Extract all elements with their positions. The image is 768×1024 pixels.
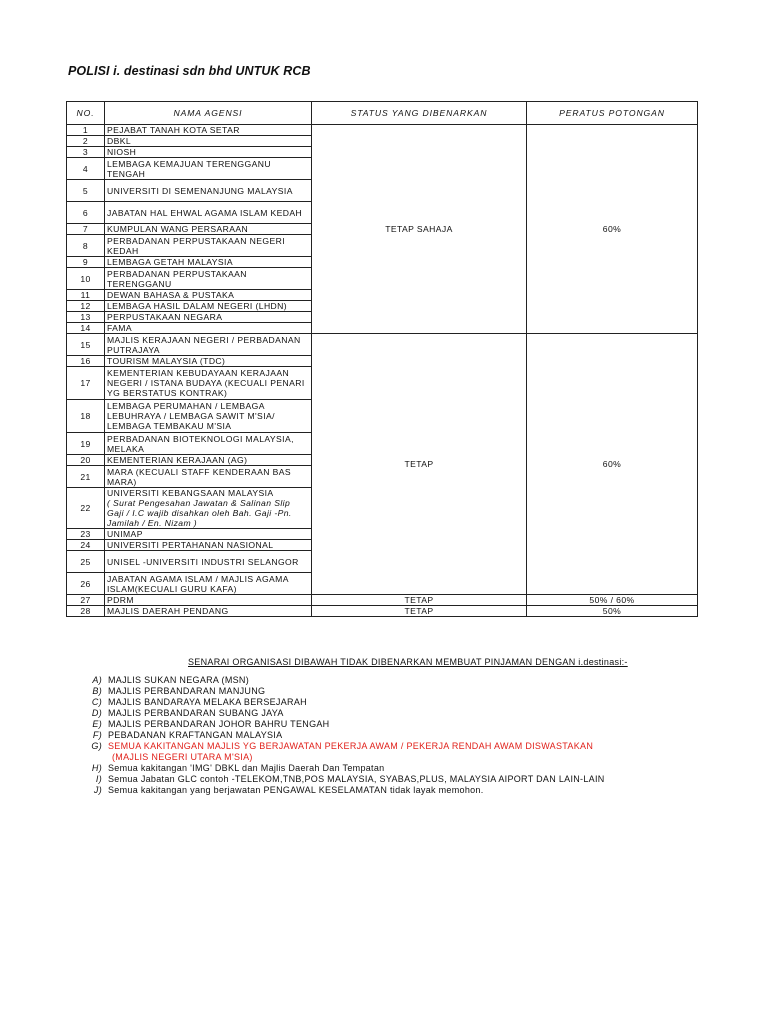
agency-name-cell xyxy=(105,301,312,312)
agency-name-cell xyxy=(105,125,312,136)
agency-name: UNIVERSITI KEBANGSAAN MALAYSIA xyxy=(107,488,274,498)
agency-name-cell xyxy=(105,323,312,334)
agency-name: PERPUSTAKAAN NEGARA xyxy=(107,312,223,322)
note-item xyxy=(86,719,706,730)
row-number: 1 xyxy=(67,125,105,136)
agency-name-cell xyxy=(105,400,312,433)
table-row xyxy=(67,595,698,606)
agency-name: MARA (KECUALI STAFF KENDERAAN BAS MARA) xyxy=(107,466,291,487)
agency-note: ( Surat Pengesahan Jawatan & Salinan Slip Gaji / I.C wajib disahkan oleh Bah. Gaji -Pn. Jamilah / En. Nizam ) xyxy=(107,498,292,528)
note-item xyxy=(86,708,706,719)
table-header-row xyxy=(67,102,698,125)
agency-name-cell xyxy=(105,529,312,540)
table-row xyxy=(67,334,698,356)
note-main-text: MAJLIS PERBANDARAN MANJUNG xyxy=(108,686,266,696)
note-main-text: PEBADANAN KRAFTANGAN MALAYSIA xyxy=(108,730,283,740)
agency-name: FAMA xyxy=(107,323,132,333)
note-text xyxy=(108,730,282,741)
agency-name-cell xyxy=(105,257,312,268)
agency-name: KEMENTERIAN KERAJAAN (AG) xyxy=(107,455,248,465)
row-number: 24 xyxy=(67,540,105,551)
restricted-organisations xyxy=(86,657,706,796)
note-item xyxy=(86,741,706,763)
row-number: 20 xyxy=(67,455,105,466)
note-key: C) xyxy=(91,697,102,707)
agency-name-cell xyxy=(105,147,312,158)
status-cell: TETAP xyxy=(312,606,527,617)
note-main-text: MAJLIS PERBANDARAN SUBANG JAYA xyxy=(108,708,284,718)
header-percent: PERATUS POTONGAN xyxy=(527,102,698,125)
note-text xyxy=(108,675,249,686)
note-item xyxy=(86,675,706,686)
agency-name-cell xyxy=(105,367,312,400)
table-row xyxy=(67,606,698,617)
note-key: F) xyxy=(92,730,102,740)
note-item xyxy=(86,774,706,785)
row-number: 6 xyxy=(67,202,105,224)
agency-table xyxy=(66,101,698,617)
status-cell: TETAP xyxy=(312,595,527,606)
status-cell: TETAP SAHAJA xyxy=(312,125,527,334)
agency-name: TOURISM MALAYSIA (TDC) xyxy=(107,356,226,366)
row-number: 8 xyxy=(67,235,105,257)
note-main-text: SEMUA KAKITANGAN MAJLIS YG BERJAWATAN PEKERJA AWAM / PEKERJA RENDAH AWAM DISWASTAKAN xyxy=(108,741,594,751)
agency-name: PERBADANAN PERPUSTAKAAN TERENGGANU xyxy=(107,268,247,289)
agency-name-cell xyxy=(105,334,312,356)
agency-name: LEMBAGA GETAH MALAYSIA xyxy=(107,257,233,267)
notes-list xyxy=(86,675,706,796)
row-number: 26 xyxy=(67,573,105,595)
agency-name-cell xyxy=(105,268,312,290)
row-number: 18 xyxy=(67,400,105,433)
row-number: 28 xyxy=(67,606,105,617)
agency-name: LEMBAGA PERUMAHAN / LEMBAGA LEBUHRAYA / LEMBAGA SAWIT M'SIA/ LEMBAGA TEMBAKAU M'SIA xyxy=(107,401,275,431)
row-number: 17 xyxy=(67,367,105,400)
agency-name-cell xyxy=(105,573,312,595)
note-item xyxy=(86,763,706,774)
note-main-text: Semua Jabatan GLC contoh -TELEKOM,TNB,POS MALAYSIA, SYABAS,PLUS, MALAYSIA AIPORT DAN LAIN-LAIN xyxy=(108,774,605,784)
note-text xyxy=(108,774,605,785)
agency-name: JABATAN HAL EHWAL AGAMA ISLAM KEDAH xyxy=(107,207,303,218)
row-number: 5 xyxy=(67,180,105,202)
agency-name: PDRM xyxy=(107,595,134,605)
agency-name: PEJABAT TANAH KOTA SETAR xyxy=(107,125,240,135)
agency-name-cell xyxy=(105,312,312,323)
note-main-text: MAJLIS PERBANDARAN JOHOR BAHRU TENGAH xyxy=(108,719,330,729)
agency-name-cell xyxy=(105,551,312,573)
note-key: E) xyxy=(92,719,102,729)
agency-name-cell xyxy=(105,224,312,235)
table-row xyxy=(67,125,698,136)
agency-name-cell xyxy=(105,488,312,529)
note-item xyxy=(86,686,706,697)
agency-name-cell xyxy=(105,606,312,617)
note-main-text: MAJLIS BANDARAYA MELAKA BERSEJARAH xyxy=(108,697,307,707)
row-number: 4 xyxy=(67,158,105,180)
note-key: H) xyxy=(91,763,102,773)
row-number: 11 xyxy=(67,290,105,301)
row-number: 10 xyxy=(67,268,105,290)
row-number: 19 xyxy=(67,433,105,455)
notes-heading: SENARAI ORGANISASI DIBAWAH TIDAK DIBENARKAN MEMBUAT PINJAMAN DENGAN i.destinasi:- xyxy=(188,657,628,667)
agency-name-cell xyxy=(105,433,312,455)
note-text xyxy=(108,763,384,774)
agency-name-cell xyxy=(105,290,312,301)
row-number: 14 xyxy=(67,323,105,334)
note-key: A) xyxy=(92,675,102,685)
agency-name: KEMENTERIAN KEBUDAYAAN KERAJAAN NEGERI / ISTANA BUDAYA (KECUALI PENARI YG BERSTATUS KONTRAK) xyxy=(107,368,305,398)
percent-cell: 60% xyxy=(527,125,698,334)
agency-name: UNIVERSITI DI SEMENANJUNG MALAYSIA xyxy=(107,185,293,196)
percent-cell: 50% xyxy=(527,606,698,617)
row-number: 7 xyxy=(67,224,105,235)
page-title: POLISI i. destinasi sdn bhd UNTUK RCB xyxy=(68,64,311,78)
agency-name: PERBADANAN BIOTEKNOLOGI MALAYSIA, MELAKA xyxy=(107,433,294,454)
note-key: J) xyxy=(93,785,102,795)
row-number: 3 xyxy=(67,147,105,158)
agency-name: UNISEL -UNIVERSITI INDUSTRI SELANGOR xyxy=(107,556,299,567)
note-key: D) xyxy=(91,708,102,718)
note-key: G) xyxy=(91,741,102,751)
row-number: 2 xyxy=(67,136,105,147)
agency-name: NIOSH xyxy=(107,147,137,157)
agency-name: LEMBAGA HASIL DALAM NEGERI (LHDN) xyxy=(107,301,288,311)
agency-name-cell xyxy=(105,356,312,367)
agency-name: LEMBAGA KEMAJUAN TERENGGANU TENGAH xyxy=(107,158,271,179)
agency-name-cell xyxy=(105,136,312,147)
agency-name-cell xyxy=(105,158,312,180)
agency-name: UNIMAP xyxy=(107,529,143,539)
row-number: 15 xyxy=(67,334,105,356)
row-number: 27 xyxy=(67,595,105,606)
agency-name: DEWAN BAHASA & PUSTAKA xyxy=(107,290,235,300)
agency-name: UNIVERSITI PERTAHANAN NASIONAL xyxy=(107,540,274,550)
header-status: STATUS YANG DIBENARKAN xyxy=(312,102,527,125)
note-key: I) xyxy=(95,774,102,784)
header-no: NO. xyxy=(67,102,105,125)
note-text xyxy=(108,719,329,730)
agency-name: JABATAN AGAMA ISLAM / MAJLIS AGAMA ISLAM(KECUALI GURU KAFA) xyxy=(107,573,289,594)
note-main-text: Semua kakitangan 'IMG' DBKL dan Majlis Daerah Dan Tempatan xyxy=(108,763,385,773)
header-agency-name: NAMA AGENSI xyxy=(105,102,312,125)
agency-name: DBKL xyxy=(107,136,132,146)
agency-name-cell xyxy=(105,466,312,488)
note-text xyxy=(108,697,307,708)
row-number: 12 xyxy=(67,301,105,312)
row-number: 16 xyxy=(67,356,105,367)
agency-name: KUMPULAN WANG PERSARAAN xyxy=(107,224,249,234)
agency-name-cell xyxy=(105,202,312,224)
agency-name-cell xyxy=(105,455,312,466)
row-number: 21 xyxy=(67,466,105,488)
note-item xyxy=(86,697,706,708)
agency-name-cell xyxy=(105,595,312,606)
note-text xyxy=(108,785,484,796)
agency-name-cell xyxy=(105,235,312,257)
note-item xyxy=(86,785,706,796)
agency-name: PERBADANAN PERPUSTAKAAN NEGERI KEDAH xyxy=(107,235,286,256)
percent-cell: 60% xyxy=(527,334,698,595)
row-number: 13 xyxy=(67,312,105,323)
note-item xyxy=(86,730,706,741)
row-number: 22 xyxy=(67,488,105,529)
note-key: B) xyxy=(92,686,102,696)
row-number: 25 xyxy=(67,551,105,573)
agency-name: MAJLIS KERAJAAN NEGERI / PERBADANAN PUTRAJAYA xyxy=(107,334,301,355)
note-text xyxy=(108,741,593,763)
agency-name-cell xyxy=(105,540,312,551)
note-main-text: Semua kakitangan yang berjawatan PENGAWAL KESELAMATAN tidak layak memohon. xyxy=(108,785,484,795)
percent-cell: 50% / 60% xyxy=(527,595,698,606)
row-number: 9 xyxy=(67,257,105,268)
note-subtext: (MAJLIS NEGERI UTARA M'SIA) xyxy=(112,752,253,762)
agency-name: MAJLIS DAERAH PENDANG xyxy=(107,606,229,616)
agency-name-cell xyxy=(105,180,312,202)
note-main-text: MAJLIS SUKAN NEGARA (MSN) xyxy=(108,675,250,685)
row-number: 23 xyxy=(67,529,105,540)
status-cell: TETAP xyxy=(312,334,527,595)
note-text xyxy=(108,686,265,697)
note-text xyxy=(108,708,284,719)
